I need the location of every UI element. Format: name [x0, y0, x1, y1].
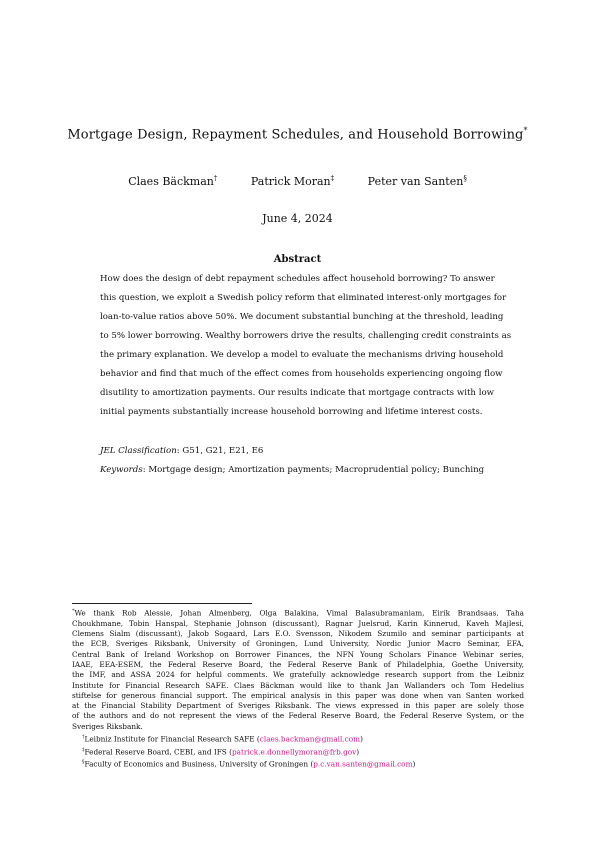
footnote-line: Institute for Financial Research SAFE. Claes Bäckman would like to thank Jan Wallanders och Tom Hedelius [72, 680, 524, 690]
jel-label: JEL Classification [100, 446, 177, 456]
email-link[interactable]: p.c.van.santen@gmail.com [313, 759, 413, 769]
footnote-line: the IMF, and ASSA 2024 for helpful comments. We gratefully acknowledge research support from the Leibniz [72, 670, 524, 680]
abstract-line: the primary explanation. We develop a model to evaluate the mechanisms driving household [100, 350, 504, 360]
footnote-line: Central Bank of Ireland Workshop on Borrower Finances, the NFN Young Scholars Finance Webinar series, [72, 649, 524, 659]
footnote-mark: * [72, 608, 75, 614]
paper-title-text: Mortgage Design, Repayment Schedules, and Household Borrowing [67, 127, 524, 143]
paper-date: June 4, 2024 [262, 212, 333, 225]
footnote-line: *We thank Rob Alessie, Johan Almenberg, Olga Balakina, Vimal Balasubramaniam, Eirik Brandsaas, Taha [72, 608, 524, 618]
email-link[interactable]: patrick.e.donnellymoran@frb.gov [231, 747, 357, 757]
jel-classification [100, 446, 500, 456]
affiliation-footnote: §Faculty of Economics and Business, University of Groningen (p.c.van.santen@gmail.com) [82, 759, 416, 769]
abstract-line: disutility to amortization payments. Our results indicate that mortgage contracts with low [100, 388, 494, 398]
keywords-label: Keywords [100, 465, 143, 475]
footnote-line: the ECB, Sveriges Riksbank, University of Groningen, Lund University, Nordic Junior Macro Seminar, EFA, [72, 639, 524, 649]
footnote-line: at the Financial Stability Department of Sveriges Riksbank. The views expressed in this paper are solely those [72, 701, 524, 711]
footnotes [72, 606, 524, 770]
abstract-line: loan-to-value ratios above 50%. We document substantial bunching at the threshold, leading [100, 312, 504, 322]
keywords-list: : Mortgage design; Amortization payments; Macroprudential policy; Bunching [142, 465, 485, 475]
keywords [100, 465, 520, 475]
footnote-line: Clemens Sialm (discussant), Jakob Sogaard, Lars E.O. Svensson, Nikodem Szumilo and seminar participants at [72, 629, 524, 639]
author-list [0, 174, 595, 188]
jel-codes: : G51, G21, E21, E6 [176, 446, 264, 456]
abstract-line: initial payments substantially increase household borrowing and lifetime interest costs. [100, 407, 483, 417]
footnote-line: stiftelse for generous financial support. The empirical analysis in this paper was done when van Santen worked [72, 690, 524, 700]
footnote-line: Choukhmane, Tobin Hanspal, Stephanie Johnson (discussant), Ragnar Juelsrud, Karin Kinnerud, Kaveh Majlesi, [72, 618, 524, 628]
affiliation-footnote: ‡Federal Reserve Board, CEBI, and IFS (patrick.e.donnellymoran@frb.gov) [82, 746, 360, 757]
abstract-body [100, 270, 512, 422]
author-2: Peter van Santen§ [367, 174, 467, 188]
abstract-line: How does the design of debt repayment schedules affect household borrowing? To answer [100, 274, 495, 284]
abstract-line: behavior and find that much of the effect comes from households experiencing ongoing flow [100, 369, 503, 379]
footnote-divider [72, 603, 252, 604]
author-1: Patrick Moran‡ [250, 174, 335, 188]
abstract-line: to 5% lower borrowing. Wealthy borrowers drive the results, challenging credit constraints as [100, 331, 512, 341]
footnote-line: of the authors and do not represent the views of the Federal Reserve Board, the Federal Reserve System, or the [72, 711, 524, 721]
paper-title [0, 126, 595, 142]
title-footnote-mark: * [523, 126, 528, 135]
footnote-line: IAAE, EEA-ESEM, the Federal Reserve Board, the Federal Reserve Bank of Philadelphia, Goethe University, [72, 659, 524, 669]
abstract-heading: Abstract [273, 254, 322, 265]
footnote-line: Sveriges Riksbank. [72, 721, 143, 731]
email-link[interactable]: claes.backman@gmail.com [259, 734, 361, 744]
author-0: Claes Bäckman† [128, 174, 218, 188]
abstract-line: this question, we exploit a Swedish policy reform that eliminated interest-only mortgages for [100, 293, 507, 303]
affiliation-footnote: †Leibniz Institute for Financial Research SAFE (claes.backman@gmail.com) [82, 733, 363, 744]
